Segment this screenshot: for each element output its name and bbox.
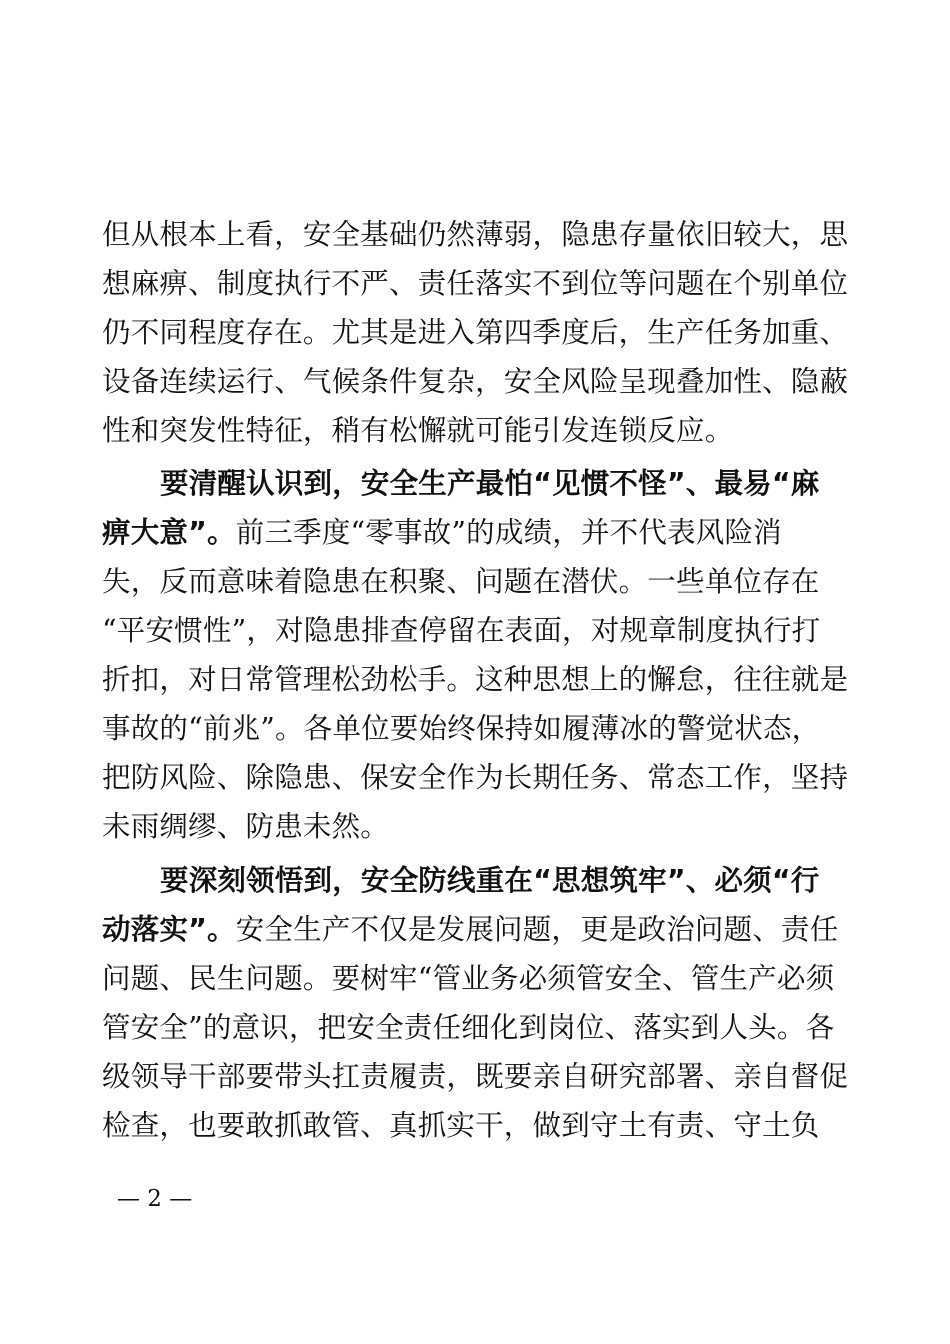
line-text: 性和突发性特征，稍有松懈就可能引发连锁反应。 <box>102 414 734 447</box>
paragraph-3-line-5 <box>102 1059 848 1095</box>
paragraph-2-line-5 <box>102 662 848 698</box>
line-text: 失，反而意味着隐患在积聚、问题在潜伏。一些单位存在 <box>102 565 820 598</box>
paragraph-3-line-2 <box>102 912 838 948</box>
line-text: 折扣，对日常管理松劲松手。这种思想上的懈怠，往往就是 <box>102 663 849 696</box>
paragraph-3-line-4 <box>102 1010 834 1046</box>
paragraph-3-line-3 <box>102 961 834 997</box>
line-text: 事故的“前兆”。各单位要始终保持如履薄冰的警觉状态， <box>102 712 821 745</box>
line-text: 未雨绸缪、防患未然。 <box>102 810 390 843</box>
paragraph-2-line-1 <box>160 466 820 502</box>
bold-lead: 动落实”。 <box>102 913 236 946</box>
paragraph-2-line-6 <box>102 711 820 747</box>
paragraph-1-line-1 <box>102 217 848 253</box>
paragraph-1-line-3 <box>102 315 848 351</box>
bold-lead: 要深刻领悟到，安全防线重在“思想筑牢”、必须“行 <box>160 864 820 897</box>
line-text: 前三季度“零事故”的成绩，并不代表风险消 <box>235 516 782 549</box>
line-text: 但从根本上看，安全基础仍然薄弱，隐患存量依旧较大，思 <box>102 218 849 251</box>
line-text: 把防风险、除隐患、保安全作为长期任务、常态工作，坚持 <box>102 761 849 794</box>
paragraph-1-line-5 <box>102 413 733 449</box>
paragraph-3-line-1 <box>160 863 820 899</box>
paragraph-3-line-6 <box>102 1108 820 1144</box>
paragraph-1-line-2 <box>102 266 848 302</box>
bold-lead: 痹大意”。 <box>102 516 236 549</box>
paragraph-2-line-8 <box>102 809 389 845</box>
paragraph-2-line-2 <box>102 515 782 551</box>
page-number: — 2 — <box>117 1186 193 1212</box>
line-text: 检查，也要敢抓敢管、真抓实干，做到守土有责、守土负 <box>102 1109 820 1142</box>
line-text: 仍不同程度存在。尤其是进入第四季度后，生产任务加重、 <box>102 316 849 349</box>
line-text: “平安惯性”，对隐患排查停留在表面，对规章制度执行打 <box>102 614 821 647</box>
paragraph-2-line-7 <box>102 760 848 796</box>
paragraph-2-line-4 <box>102 613 820 649</box>
bold-lead: 要清醒认识到，安全生产最怕“见惯不怪”、最易“麻 <box>160 467 820 500</box>
line-text: 想麻痹、制度执行不严、责任落实不到位等问题在个别单位 <box>102 267 849 300</box>
line-text: 问题、民生问题。要树牢“管业务必须管安全、管生产必须 <box>102 962 835 995</box>
line-text: 安全生产不仅是发展问题，更是政治问题、责任 <box>235 913 839 946</box>
line-text: 级领导干部要带头扛责履责，既要亲自研究部署、亲自督促 <box>102 1060 849 1093</box>
paragraph-1-line-4 <box>102 364 848 400</box>
line-text: 管安全”的意识，把安全责任细化到岗位、落实到人头。各 <box>102 1011 835 1044</box>
paragraph-2-line-3 <box>102 564 820 600</box>
line-text: 设备连续运行、气候条件复杂，安全风险呈现叠加性、隐蔽 <box>102 365 849 398</box>
